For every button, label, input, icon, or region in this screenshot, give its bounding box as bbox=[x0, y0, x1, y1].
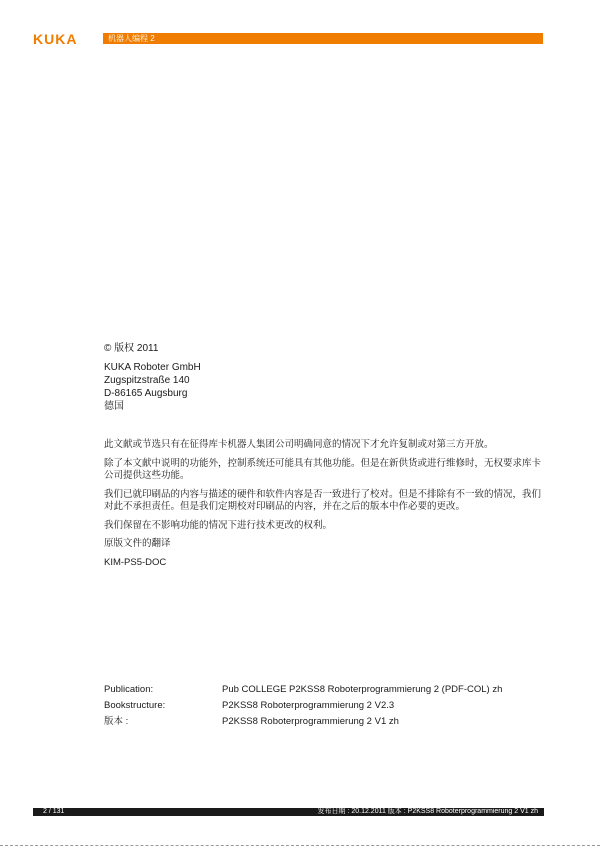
bookstructure-row bbox=[104, 698, 502, 714]
company-name: KUKA Roboter GmbH bbox=[104, 362, 201, 373]
translation-note: 原版文件的翻译 bbox=[104, 538, 171, 549]
version-label: 版本 : bbox=[104, 716, 129, 727]
header-bar bbox=[103, 33, 543, 44]
company-city: D-86165 Augsburg bbox=[104, 388, 188, 399]
page-number: 2 / 131 bbox=[43, 808, 65, 815]
legal-notice-block bbox=[104, 439, 544, 575]
bookstructure-value: P2KSS8 Roboterprogrammierung 2 V2.3 bbox=[222, 700, 395, 711]
company-street: Zugspitzstraße 140 bbox=[104, 375, 190, 386]
document-code: KIM-PS5-DOC bbox=[104, 556, 167, 568]
version-row bbox=[104, 714, 502, 730]
version-value: P2KSS8 Roboterprogrammierung 2 V1 zh bbox=[222, 716, 399, 727]
notice-paragraph: 我们保留在不影响功能的情况下进行技术更改的权利。 bbox=[104, 519, 333, 531]
publication-info bbox=[104, 682, 502, 730]
publication-row bbox=[104, 682, 502, 698]
notice-paragraph: 此文献或节选只有在征得库卡机器人集团公司明确同意的情况下才允许复制或对第三方开放。 bbox=[104, 439, 494, 450]
document-title: 机器人编程 2 bbox=[108, 34, 155, 43]
kuka-logo: KUKA bbox=[33, 31, 78, 47]
copyright-block bbox=[104, 342, 201, 413]
publication-value: Pub COLLEGE P2KSS8 Roboterprogrammierung 2 (PDF-COL) zh bbox=[222, 684, 503, 695]
footer-bar bbox=[33, 808, 544, 816]
notice-paragraph: 我们已就印刷品的内容与描述的硬件和软件内容是否一致进行了校对。但是不排除有不一致的情况，我们对此不承担责任。但是我们定期校对印刷品的内容，并在之后的版本中作必要的更改。 bbox=[104, 488, 542, 512]
company-country: 德国 bbox=[104, 401, 124, 412]
notice-paragraph: 除了本文献中说明的功能外，控制系统还可能具有其他功能。但是在新供货或进行维修时，无权要求库卡公司提供这些功能。 bbox=[104, 457, 542, 481]
publication-label: Publication: bbox=[104, 684, 154, 695]
copyright-notice: © 版权 2011 bbox=[104, 343, 159, 354]
bookstructure-label: Bookstructure: bbox=[104, 700, 166, 711]
release-info: 发布日期 : 20.12.2011 版本 : P2KSS8 Roboterprogrammierung 2 V1 zh bbox=[317, 808, 538, 815]
bottom-divider bbox=[0, 845, 600, 846]
